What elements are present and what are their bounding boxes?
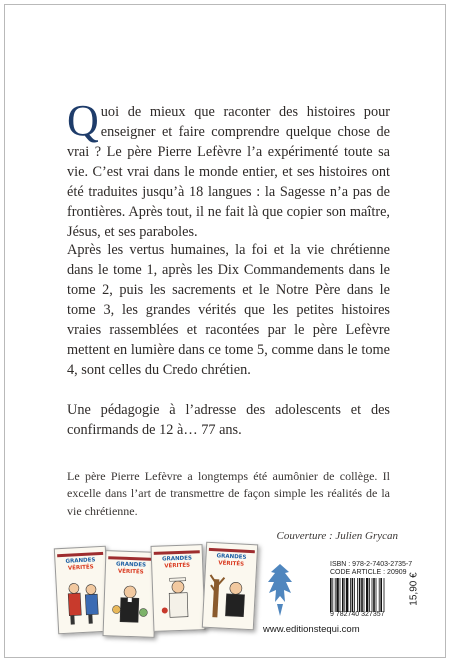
intro-paragraph: [67, 96, 390, 242]
book-cover-3-illustration: [156, 573, 202, 625]
book-cover-4-illustration: [206, 571, 253, 623]
book-cover-1-illustration: [59, 575, 106, 627]
book-cover-4-title-line2: VÉRITÉS: [218, 560, 245, 568]
price-text: 15,90 €: [408, 572, 420, 606]
book-cover-4: [202, 542, 258, 631]
book-cover-1-title-line1: GRANDES: [65, 557, 96, 565]
price-label: [407, 556, 421, 622]
drop-cap: Q: [67, 96, 99, 145]
book-cover-1-title-line2: VÉRITÉS: [67, 564, 94, 572]
book-cover-4-title-line1: GRANDES: [216, 553, 247, 561]
book-cover-2-illustration: [107, 579, 153, 631]
book-series-covers: [56, 543, 266, 635]
isbn-block: [298, 561, 413, 619]
book-cover-1: [54, 546, 110, 635]
intro-paragraph-text: uoi de mieux que raconter des histoires pour enseigner et faire comprendre quelque chose de vrai ? Le père Pierre Lefèvre l’a expérimenté toute sa vie. C’est vrai dans le monde entier, et ses histoires ont été traduites jusqu’à 18 langues : la Sagesse n’a pas de frontières. Après tout, il ne fait là que copier son maître, Jésus, et ses paraboles.: [67, 104, 390, 240]
author-bio: Le père Pierre Lefèvre a longtemps été aumônier de collège. Il excelle dans l’art de transmettre de façon simple les réalités de la vie chrétienne.: [67, 469, 390, 518]
volumes-paragraph: Après les vertus humaines, la foi et la vie chrétienne dans le tome 1, après les Dix Commandements dans le tome 2, puis les sacrements et le Notre Père dans le tome 3, les grandes vérités que les petites histoires vraies rassemblées et racontées par le père Lefèvre mettent en lumière dans ce tome 5, comme dans le tome 4, sont celles du Credo chrétien.: [67, 242, 390, 378]
barcode-icon: [330, 578, 406, 612]
book-cover-2-title-line2: VÉRITÉS: [117, 568, 144, 576]
book-cover-3: [151, 544, 206, 632]
eagle-logo-icon: [263, 560, 297, 620]
book-cover-2: [103, 550, 158, 638]
isbn-text: ISBN : 978-2-7403-2735-7: [330, 561, 413, 568]
book-cover-3-title-line1: GRANDES: [161, 555, 193, 563]
cover-credit: Couverture : Julien Grycan: [276, 530, 398, 542]
book-cover-3-title-line2: VÉRITÉS: [164, 562, 191, 570]
barcode-digits: 9 782740 327357: [330, 611, 385, 618]
audience-paragraph: Une pédagogie à l’adresse des adolescents et des confirmands de 12 à… 77 ans.: [67, 402, 390, 438]
code-article-text: CODE ARTICLE : 20909: [330, 569, 407, 576]
publisher-website: www.editionstequi.com: [263, 624, 360, 635]
book-cover-2-title-line1: GRANDES: [115, 561, 147, 569]
